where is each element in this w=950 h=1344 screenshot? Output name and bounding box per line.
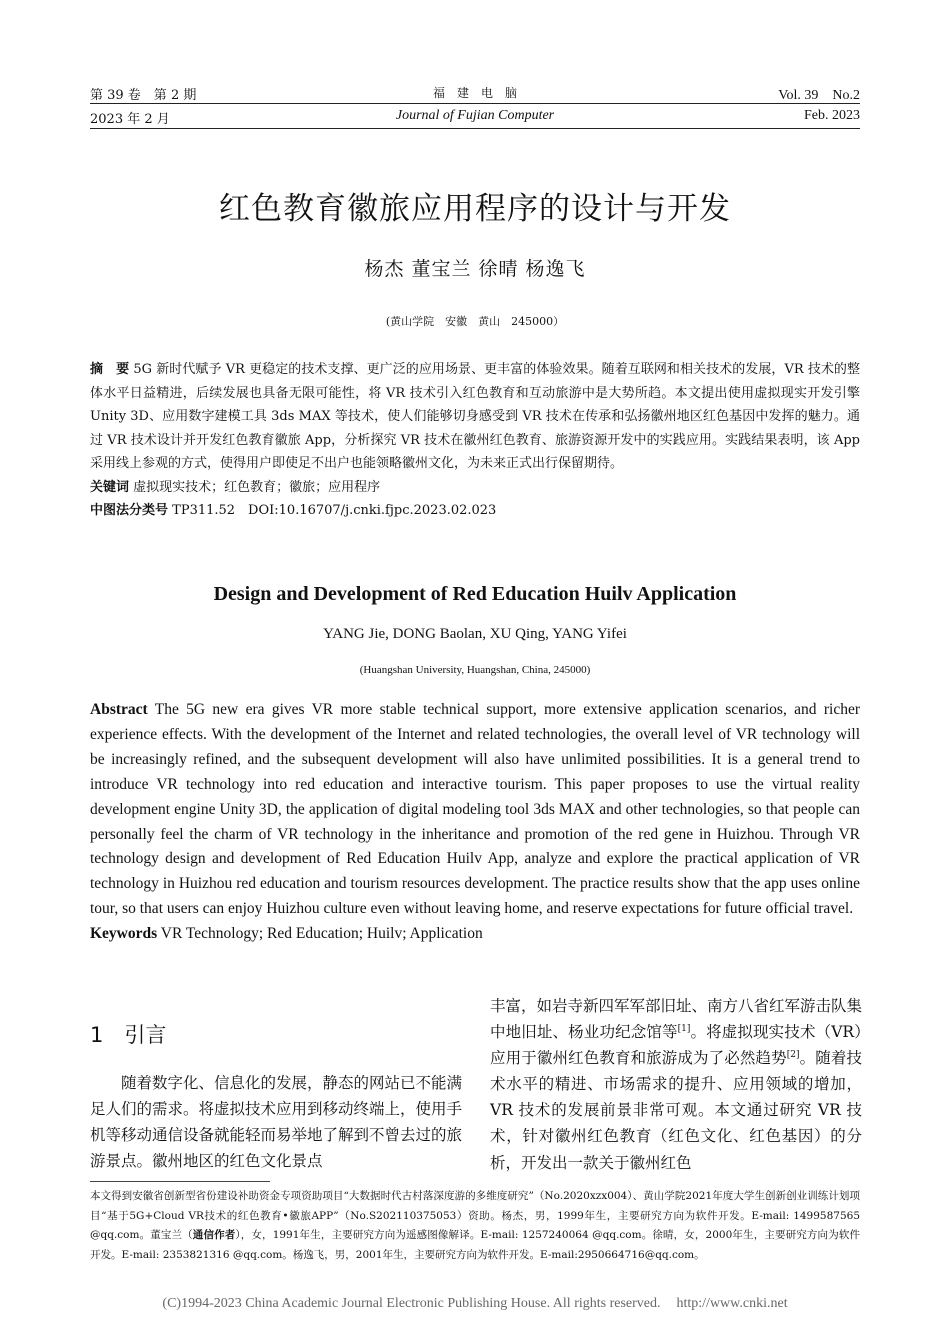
cnki-link[interactable]: http://www.cnki.net [676, 1296, 788, 1311]
abstract-cn-body [90, 358, 860, 476]
corresponding-author-label: 通信作者 [192, 1229, 236, 1241]
header-divider-top [90, 103, 860, 104]
abstract-cn-label: 摘 要 [90, 362, 130, 377]
keywords-cn: 虚拟现实技术；红色教育；徽旅；应用程序 [133, 479, 381, 495]
keywords-cn-label: 关键词 [90, 479, 130, 495]
body-right-part-3: 。随着技术水平的精进、市场需求的提升、应用领域的增加，VR 技术的发展前景非常可观。本文通过研究 VR 技术，针对徽州红色教育（红色文化、红色基因）的分析，开发出一款关于徽州红色 [490, 1049, 862, 1172]
header-volume-cn: 第 39 卷 第 2 期 [90, 88, 197, 103]
abstract-cn [90, 358, 860, 523]
paper-title-cn: 红色教育徽旅应用程序的设计与开发 [219, 191, 731, 227]
abstract-en-body [90, 698, 860, 922]
header-divider-bottom [90, 128, 860, 129]
classification-line [90, 499, 860, 523]
body-column-right [490, 993, 862, 1176]
abstract-en [90, 698, 860, 947]
abstract-en-text: The 5G new era gives VR more stable technical support, more extensive application scenarios, and richer experience effects. With the development of the Internet and related technologies, the overall level of VR technology will be increasingly refined, and the subsequent development will also have unlimited possibilities. It is a general trend to introduce VR technology into red education and interactive tourism. This paper proposes to use the virtual reality development engine Unity 3D, the application of digital modeling tool 3ds MAX and other technologies, so that people can personally feel the charm of VR technology in the inheritance and promotion of the red gene in Huizhou. Through VR technology design and development of Red Education Huilv App, analyze and explore the practical application of VR technology in Huizhou red education and tourism resources development. The practice results show that the app uses online tour, so that users can enjoy Huizhou culture even without leaving home, and reserve expectations for future official travel. [90, 701, 860, 918]
section-heading-introduction: 1 引言 [90, 1023, 167, 1047]
header-date-cn: 2023 年 2 月 [90, 112, 170, 127]
header-volume-en: Vol. 39 No.2 [778, 88, 860, 103]
keywords-en-label: Keywords [90, 925, 158, 943]
citation-1[interactable]: [1] [677, 1023, 691, 1034]
abstract-cn-text: 5G 新时代赋予 VR 更稳定的技术支撑、更广泛的应用场景、更丰富的体验效果。随着互联网和相关技术的发展，VR 技术的整体水平日益精进，后续发展也具备无限可能性，将 VR 技术引入红色教育和互动旅游中是大势所趋。本文提出使用虚拟现实开发引擎 Unity 3D、应用数字建模工具 3ds MAX 等技术，使人们能够切身感受到 VR 技术在传承和弘扬徽州地区红色基因中发挥的魅力。通过 VR 技术设计并开发红色教育徽旅 App，分析探究 VR 技术在徽州红色教育、旅游资源开发中的实践应用。实践结果表明，该 App 采用线上参观的方式，使得用户即使足不出户也能领略徽州文化，为未来正式出行保留期待。 [90, 362, 860, 471]
body-right-part-1: 丰富，如岩寺新四军军部旧址、南方八省红军游击队集中地旧址、杨业功纪念馆等 [490, 997, 863, 1042]
footnote-part-2: ），女，1991年生，主要研究方向为遥感图像解译。E-mail: 1257240064 @qq.com。徐晴，女，2000年生，主要研究方向为软件开发。E-mail: 2353821316 @qq.com。杨逸飞，男，2001年生，主要研究方向为软件开发。E-mail:2950664716@qq.com。 [90, 1229, 860, 1261]
citation-2[interactable]: [2] [786, 1050, 800, 1061]
header-journal-en: Journal of Fujian Computer [395, 108, 555, 123]
copyright-line [0, 1296, 950, 1312]
body-column-left: 随着数字化、信息化的发展，静态的网站已不能满足人们的需求。将虚拟技术应用到移动终端上，使用手机等移动通信设备就能轻而易举地了解到不曾去过的旅游景点。徽州地区的红色文化景点 [90, 1074, 463, 1171]
paper-title-en: Design and Development of Red Education Huilv Application [213, 583, 737, 605]
affiliation-cn: (黄山学院 安徽 黄山 245000） [385, 315, 565, 328]
authors-cn: 杨杰 董宝兰 徐晴 杨逸飞 [364, 258, 586, 280]
footnote-part-1: 本文得到安徽省创新型省份建设补助资金专项资助项目“大数据时代古村落深度游的多维度研究”（No.2020xzx004）、黄山学院2021年度大学生创新创业训练计划项目“基于5G+Cloud VR技术的红色教育•徽旅APP”（No.S202110375053）资助。杨杰，男，1999年生，主要研究方向为软件开发。E-mail: 1499587565 @qq.com。董宝兰（ [90, 1190, 860, 1241]
abstract-en-label: Abstract [90, 701, 148, 718]
header-journal-cn: 福 建 电 脑 [432, 86, 517, 100]
footnote-divider [90, 1181, 270, 1182]
copyright-text: (C)1994-2023 China Academic Journal Electronic Publishing House. All rights reserved. [162, 1296, 661, 1311]
keywords-en: VR Technology; Red Education; Huilv; Application [157, 925, 483, 943]
keywords-cn-line [90, 476, 860, 500]
authors-en: YANG Jie, DONG Baolan, XU Qing, YANG Yifei [323, 626, 627, 642]
footnote [90, 1187, 860, 1265]
body-right-part-2: 。将虚拟现实技术（VR）应用于徽州红色教育和旅游成为了必然趋势 [490, 1023, 862, 1068]
classification-label: 中图法分类号 [90, 503, 169, 518]
affiliation-en: (Huangshan University, Huangshan, China, 245000) [359, 664, 591, 676]
keywords-en-line [90, 922, 860, 947]
header-date-en: Feb. 2023 [804, 108, 860, 123]
classification-value: TP311.52 DOI:10.16707/j.cnki.fjpc.2023.02.023 [172, 503, 497, 518]
